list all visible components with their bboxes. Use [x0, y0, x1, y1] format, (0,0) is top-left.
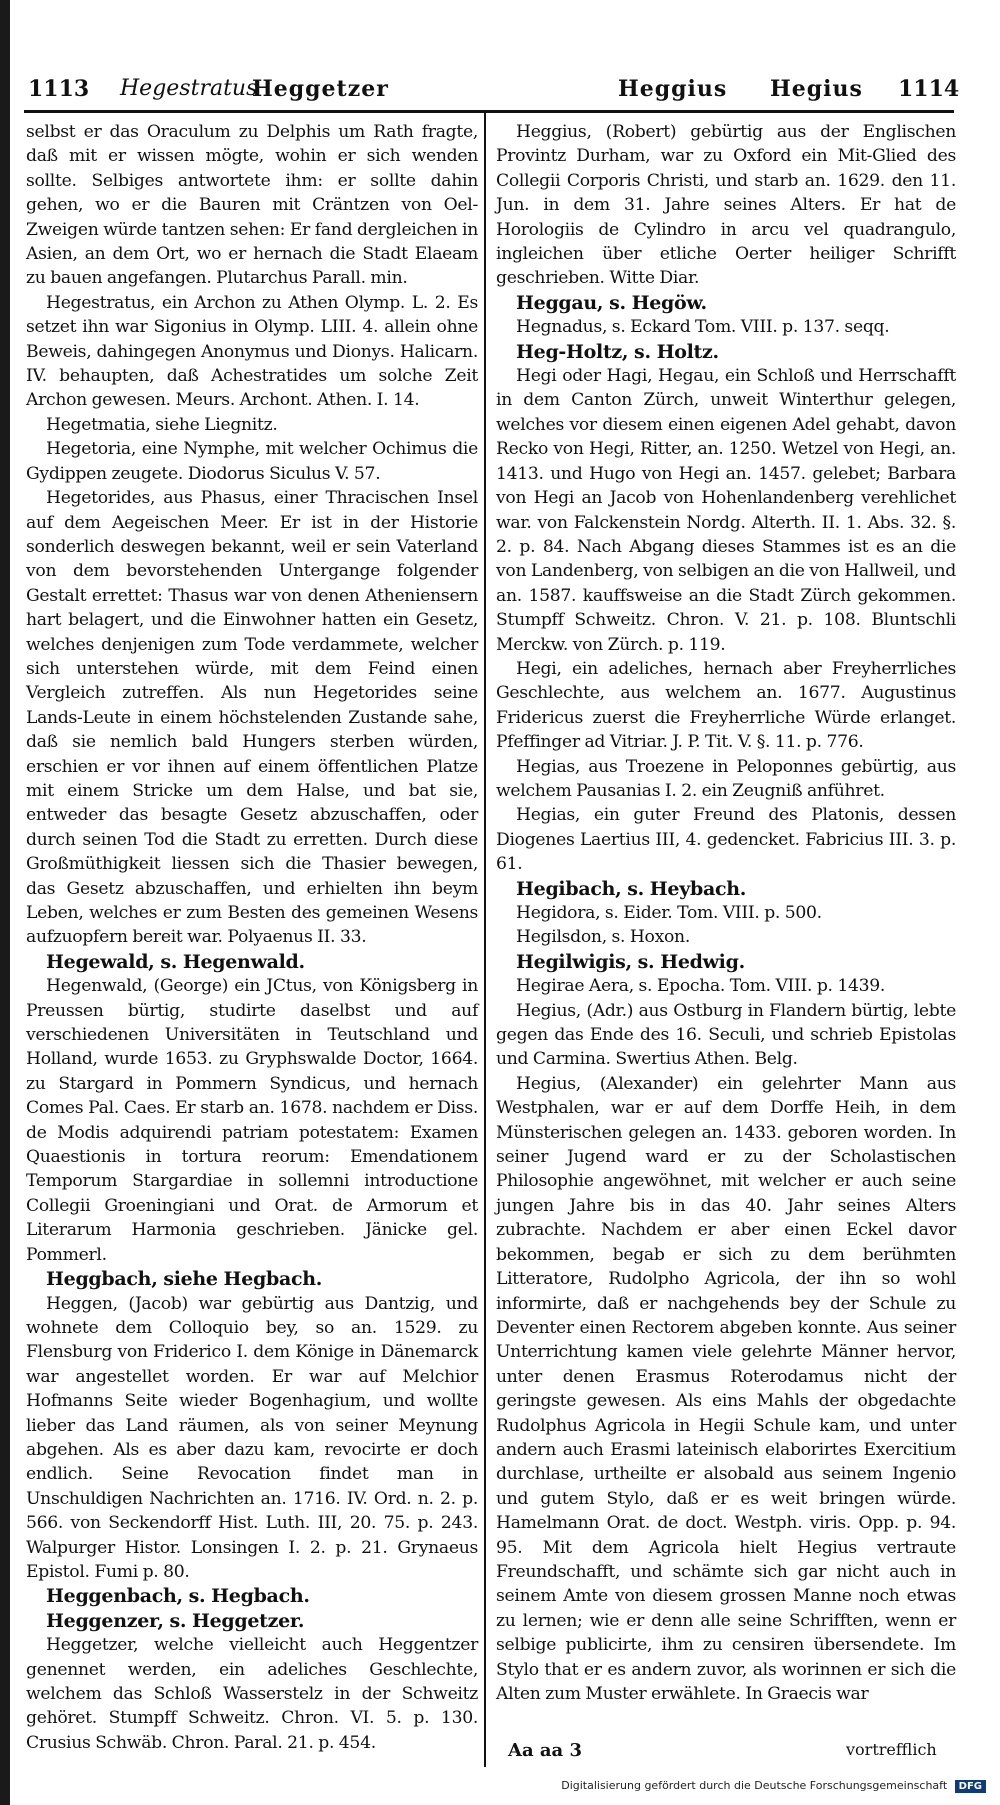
left-column — [26, 120, 478, 1755]
entry-heggetzer-oracle: selbst er das Oraculum zu Delphis um Rath fragte, daß mit er wissen mögte, wohin er sich wenden sollte. Selbiges antwortete ihm: er sollte dahin gehen, wo er die Bauren mit Cräntzen von Oel-Zweigen würde tantzen sehen: Er fand dergleichen in Asien, an dem Ort, wo er hernach die Stadt Elaeam zu bauen angefangen. Plutarchus Parall. min. — [26, 122, 478, 289]
entry-heggenzer: Heggenzer, s. Heggetzer. — [46, 1609, 305, 1632]
entry-hegnadus: Hegnadus, s. Eckard Tom. VIII. p. 137. seqq. — [516, 317, 890, 338]
footer-catchword: vortrefflich — [846, 1740, 937, 1759]
entry-hegetoria: Hegetoria, eine Nymphe, mit welcher Ochimus die Gydippen zeugete. Diodorus Siculus V. 57. — [26, 439, 478, 484]
entry-heggenbach: Heggenbach, s. Hegbach. — [46, 1585, 310, 1608]
entry-hegias-troezene: Hegias, aus Troezene in Peloponnes gebürtig, aus welchem Pausanias I. 2. ein Zeugniß anführet. — [496, 756, 956, 801]
header-rule — [24, 110, 954, 113]
entry-hegi-hagi: Hegi oder Hagi, Hegau, ein Schloß und Herrschafft in dem Canton Zürch, unweit Winterthur gelegen, welches vor diesem einen eigenen Adel gehabt, davon Recko von Hegi, Ritter, an. 1250. Wetzel von Hegi, an. 1413. und Hugo von Hegi an. 1457. gelebet; Barbara von Hegi an Jacob von Hohenlandenberg verehlichet war. von Falckenstein Nordg. Alterth. II. 1. Abs. 32. §. 2. p. 84. Nach Abgang dieses Stammes ist es an die von Landenberg, von selbigen an die von Hallweil, und an. 1587. kauffsweise an die Stadt Zürch gekommen. Stumpff Schweitz. Chron. V. 21. p. 108. Bluntschli Merckw. von Zürch. p. 119. — [496, 366, 956, 655]
binding-edge — [0, 0, 10, 1805]
entry-heg-holtz: Heg-Holtz, s. Holtz. — [516, 340, 719, 363]
entry-heggbach: Heggbach, siehe Hegbach. — [46, 1268, 323, 1291]
entry-hegirae-aera: Hegirae Aera, s. Epocha. Tom. VIII. p. 1439. — [516, 976, 886, 997]
entry-hegias-platonis: Hegias, ein guter Freund des Platonis, dessen Diogenes Laertius III, 4. gedencket. Fabricius III. 3. p. 61. — [496, 805, 956, 875]
right-column — [496, 120, 956, 1706]
entry-hegenwald: Hegenwald, (George) ein JCtus, von Königsberg in Preussen bürtig, studirte daselbst und auf verschiedenen Universitäten in Teutschland und Holland, wurde 1653. zu Gryphswalde Doctor, 1664. zu Stargard in Pommern Syndicus, und hernach Comes Pal. Caes. Er starb an. 1678. nachdem er Diss. de Modis adquirendi patriam potestatem: Examen Quaestionis in tortura reorum: Emendationem Temporum Stargardiae in sollemni introductione Collegii Groeningiani und Orat. de Armorum et Literarum Harmonia geschrieben. Jänicke gel. Pommerl. — [26, 976, 478, 1265]
left-catchword-1: Hegestratus — [120, 76, 258, 101]
right-catchword-2: Hegius — [770, 76, 863, 102]
entry-hegidora: Hegidora, s. Eider. Tom. VIII. p. 500. — [516, 903, 822, 923]
entry-heggen: Heggen, (Jacob) war gebürtig aus Dantzig, und wohnete dem Colloquio bey, so an. 1529. zu Flensburg von Friderico I. dem Könige in Dänemarck war angestellet worden. Er war auf Melchior Hofmanns Seite wieder Bogenhagium, und wollte lieber das Land räumen, als von seiner Meynung abgehen. Als es aber dazu kam, revocirte er doch endlich. Seine Revocation findet man in Unschuldigen Nachrichten an. 1716. IV. Ord. n. 2. p. 566. von Seckendorff Hist. Luth. III, 20. 75. p. 243. Walpurger Histor. Lonsingen I. 2. p. 21. Grynaeus Epistol. Fumi p. 80. — [26, 1293, 478, 1582]
entry-hegius-adr: Hegius, (Adr.) aus Ostburg in Flandern bürtig, lebte gegen das Ende des 16. Seculi, und schrieb Epistolas und Carmina. Swertius Athen. Belg. — [496, 1000, 956, 1070]
entry-hegilsdon: Hegilsdon, s. Hoxon. — [516, 927, 690, 948]
dfg-logo: DFG — [955, 1780, 986, 1793]
entry-hegi-geschlechte: Hegi, ein adeliches, hernach aber Freyherrliches Geschlechte, aus welchem an. 1677. Augustinus Fridericus zuerst die Freyherrliche Würde erlanget. Pfeffinger ad Vitriar. J. P. Tit. V. §. 11. p. 776. — [496, 658, 956, 753]
digitization-credit — [561, 1779, 986, 1793]
entry-hegewald: Hegewald, s. Hegenwald. — [46, 950, 305, 973]
left-page-number: 1113 — [28, 76, 90, 102]
entry-heggau: Heggau, s. Hegöw. — [516, 291, 707, 314]
entry-hegestratus: Hegestratus, ein Archon zu Athen Olymp. L. 2. Es setzet ihn war Sigonius in Olymp. LIII. 4. allein ohne Beweis, dahingegen Anonymus und Dionys. Halicarn. IV. behaupten, daß Achestratides um solche Zeit Archon gewesen. Meurs. Archont. Athen. I. 14. — [26, 292, 478, 411]
column-divider — [484, 112, 486, 1767]
entry-hegetmatia: Hegetmatia, siehe Liegnitz. — [46, 414, 278, 435]
entry-hegius-alexander: Hegius, (Alexander) ein gelehrter Mann aus Westphalen, war er auf dem Dorffe Heih, in dem Münsterischen gelegen an. 1433. geboren worden. In seiner Jugend ward er zu der Scholastischen Philosophie angewöhnet, mit welcher er auch seine jungen Jahre bis in das 40. Jahr seines Alters zubrachte. Nachdem er aber einen Eckel davor bekommen, begab er sich zu dem berühmten Litteratore, Rudolpho Agricola, der ihn so wohl informirte, daß er nachgehends bey der Schule zu Deventer einen Rectorem abgeben konnte. Aus seiner Unterrichtung kamen viele gelehrte Männer hervor, unter denen Erasmus Roterodamus nicht der geringste gewesen. Als eins Mahls der obgedachte Rudolphus Agricola in Hegii Schule kam, und unter andern auch Erasmi lateinisch elaborirtes Exercitium durchlase, urtheilte er alsobald aus seinem Ingenio und gutem Stylo, daß er es weit bringen würde. Hamelmann Orat. de doct. Westph. viris. Opp. p. 94. 95. Mit dem Agricola hielt Hegius vertraute Freundschafft, und schämte sich gar nicht auch in seinem Amte von diesem grossen Manne noch etwas zu lernen; wie er denn alle seine Schrifften, wenn er selbige publicirte, ihm zu censiren übersendete. Im Stylo that er es andern zuvor, als worinnen er sich die Alten zum Muster erwählete. In Graecis war — [496, 1073, 956, 1704]
entry-hegilwigis: Hegilwigis, s. Hedwig. — [516, 950, 745, 973]
left-catchword-2: Heggetzer — [252, 76, 389, 102]
digitization-note: Digitalisierung gefördert durch die Deutsche Forschungsgemeinschaft — [561, 1779, 948, 1792]
right-catchword-1: Heggius — [618, 76, 728, 102]
entry-hegibach: Hegibach, s. Heybach. — [516, 877, 747, 900]
entry-hegetorides: Hegetorides, aus Phasus, einer Thracischen Insel auf dem Aegeischen Meer. Er ist in der Historie sonderlich deswegen bekannt, weil er sein Vaterland von dem bevorstehenden Untergange folgender Gestalt errettet: Thasus war von denen Atheniensern hart belagert, und die Einwohner hatten ein Gesetz, welches denjenigen zum Tode verdammete, welcher sich unterstehen würde, mit dem Feind einen Vergleich zutreffen. Als nun Hegetorides seine Lands-Leute in einem höchstelenden Zustande sahe, daß sie nemlich bald Hungers sterben würden, erschien er vor ihnen auf einem öffentlichen Platze mit einem Stricke um dem Halse, und bat sie, entweder das besagte Gesetz abzuschaffen, oder durch seinen Tod die Stadt zu erretten. Durch diese Großmüthigkeit liessen sich die Thasier bewegen, das Gesetz abzuschaffen, und erhielten ihn beym Leben, welches er zum Besten des gemeinen Wesens aufzuopfern bereit war. Polyaenus II. 33. — [26, 488, 478, 948]
entry-heggius: Heggius, (Robert) gebürtig aus der Englischen Provintz Durham, war zu Oxford ein Mit-Glied des Collegii Corporis Christi, und starb an. 1629. den 11. Jun. in dem 31. Jahre seines Alters. Er hat de Horologiis de Cylindro in arcu vel quadrangulo, ingleichen über etliche Oerter heiliger Schrifft geschrieben. Witte Diar. — [496, 122, 956, 289]
entry-heggetzer: Heggetzer, welche vielleicht auch Heggentzer genennet werden, ein adeliches Geschlechte, welchem das Schloß Wasserstelz in der Schweitz gehöret. Stumpff Schweitz. Chron. VI. 5. p. 130. Crusius Schwäb. Chron. Paral. 21. p. 454. — [26, 1635, 478, 1753]
right-page-number: 1114 — [898, 76, 960, 102]
signature-mark: Aa aa 3 — [508, 1740, 583, 1761]
